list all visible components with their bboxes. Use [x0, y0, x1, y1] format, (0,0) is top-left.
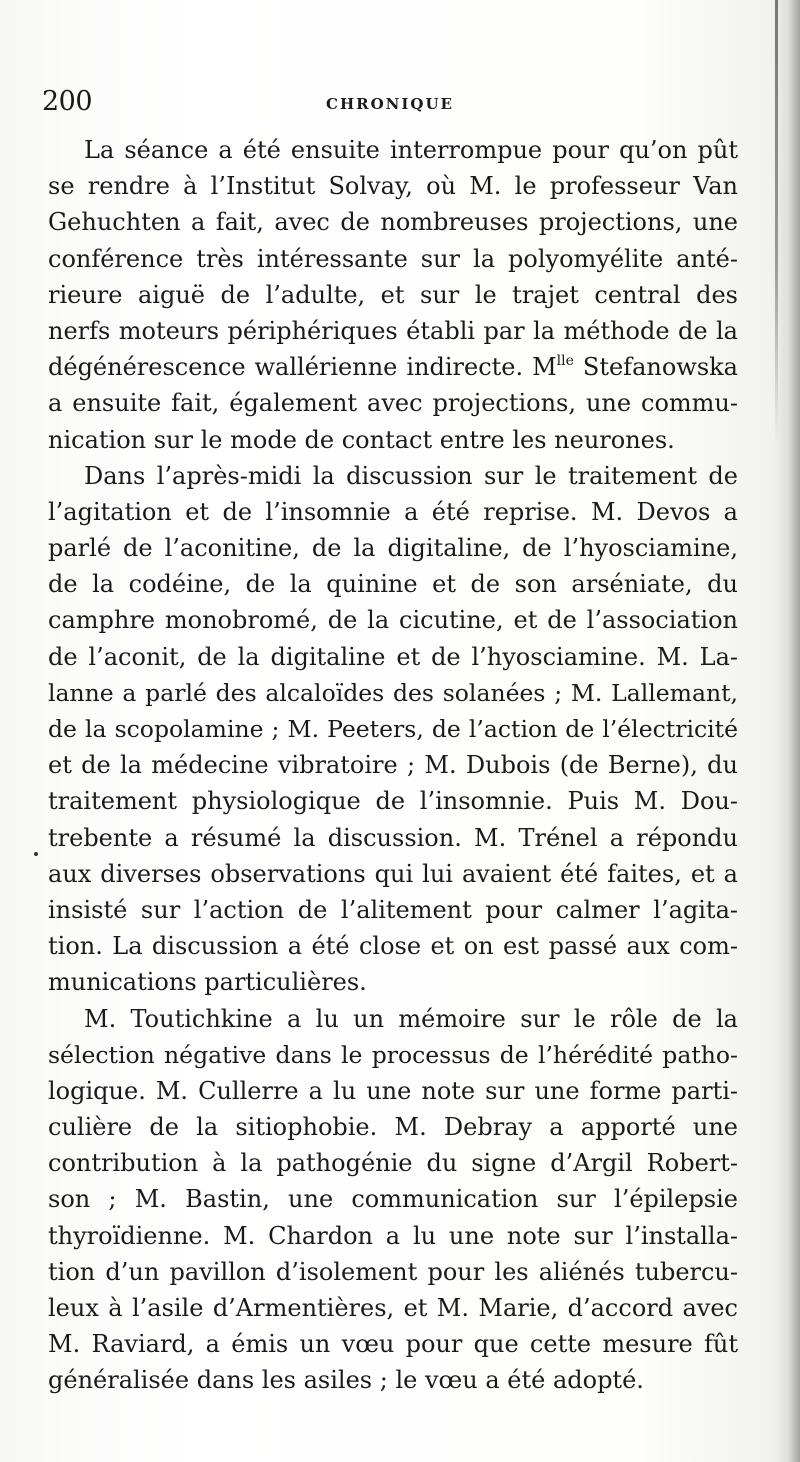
- page-header: [40, 84, 740, 124]
- text-line: logique. M. Cullerre a lu une note sur une forme parti-: [48, 1076, 738, 1105]
- text-line: thyroïdienne. M. Chardon a lu une note sur l’installa-: [48, 1221, 738, 1250]
- text-line: contribution à la pathogénie du signe d’Argil Robert-: [48, 1149, 738, 1178]
- text-line: camphre monobromé, de la cicutine, et de l’association: [48, 606, 738, 635]
- paragraph-1: [48, 132, 738, 458]
- text-line: se rendre à l’Institut Solvay, où M. le professeur Van: [48, 172, 738, 201]
- text-line: M. Toutichkine a lu un mémoire sur le rôle de la: [84, 1004, 738, 1033]
- body-text: [48, 132, 738, 1399]
- text-line: munications particulières.: [48, 968, 367, 997]
- text-line: de l’aconit, de la digitaline et de l’hyosciamine. M. La-: [48, 642, 738, 671]
- text-line: son ; M. Bastin, une communication sur l’épilepsie: [48, 1185, 738, 1214]
- text-line: aux diverses observations qui lui avaient été faites, et a: [48, 859, 738, 888]
- mademoiselle-superscript: lle: [556, 353, 574, 370]
- text-line: et de la médecine vibratoire ; M. Dubois (de Berne), du: [48, 751, 738, 780]
- binding-edge: [775, 0, 778, 440]
- text-line: insisté sur l’action de l’alitement pour calmer l’agita-: [48, 895, 738, 924]
- text-line: conférence très intéressante sur la polyomyélite anté-: [48, 244, 738, 273]
- text-line: rieure aiguë de l’adulte, et sur le trajet central des: [48, 280, 738, 309]
- text-line: Dans l’après-midi la discussion sur le traitement de: [84, 461, 738, 490]
- text-line: M. Raviard, a émis un vœu pour que cette mesure fût: [48, 1330, 738, 1359]
- text-line: [48, 349, 738, 385]
- text-line: tion d’un pavillon d’isolement pour les aliénés tubercu-: [48, 1257, 738, 1286]
- text-line: nication sur le mode de contact entre les neurones.: [48, 425, 675, 454]
- paragraph-3: [48, 1001, 738, 1399]
- text-line: de la codéine, de la quinine et de son arséniate, du: [48, 570, 738, 599]
- text-line: La séance a été ensuite interrompue pour qu’on pût: [84, 136, 738, 164]
- paragraph-2: [48, 458, 738, 1001]
- text-line: lanne a parlé des alcaloïdes des solanées ; M. Lallemant,: [48, 678, 738, 707]
- text-line: sélection négative dans le processus de l’hérédité patho-: [48, 1040, 738, 1069]
- text-line: l’agitation et de l’insomnie a été reprise. M. Devos a: [48, 497, 738, 526]
- text-line: trebente a résumé la discussion. M. Trénel a répondu: [48, 823, 738, 852]
- text-line-tail: Stefanowska: [573, 353, 738, 382]
- text-line: de la scopolamine ; M. Peeters, de l’action de l’électricité: [48, 715, 738, 743]
- text-line: a ensuite fait, également avec projections, une commu-: [48, 389, 738, 418]
- text-line: tion. La discussion a été close et on est passé aux com-: [48, 932, 738, 961]
- text-line-head: dégénérescence wallérienne indirecte. M: [48, 353, 557, 382]
- text-line: culière de la sitiophobie. M. Debray a apporté une: [48, 1113, 738, 1142]
- text-line: leux à l’asile d’Armentières, et M. Marie, d’accord avec: [48, 1294, 738, 1322]
- ink-speck: [34, 852, 38, 856]
- page-number: 200: [42, 86, 93, 117]
- text-line: nerfs moteurs périphériques établi par la méthode de la: [48, 316, 738, 345]
- text-line: généralisée dans les asiles ; le vœu a été adopté.: [48, 1366, 644, 1395]
- text-line: Gehuchten a fait, avec de nombreuses projections, une: [48, 208, 738, 237]
- running-head: CHRONIQUE: [326, 95, 454, 113]
- text-line: traitement physiologique de l’insomnie. Puis M. Dou-: [48, 787, 738, 816]
- text-line: parlé de l’aconitine, de la digitaline, de l’hyosciamine,: [48, 534, 738, 563]
